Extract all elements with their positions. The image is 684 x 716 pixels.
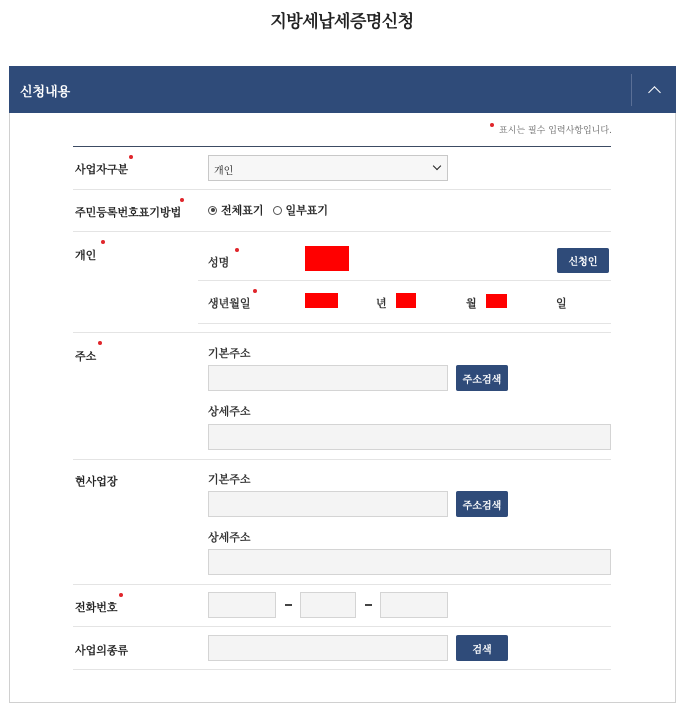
chevron-up-icon: [648, 86, 661, 99]
year-unit: 년: [376, 297, 387, 310]
redacted-birth-year: [305, 293, 338, 308]
individual-label: 개인: [75, 249, 97, 262]
required-dot-icon: [253, 289, 257, 293]
workplace-detail-input[interactable]: [208, 549, 611, 575]
collapse-button[interactable]: [632, 66, 676, 113]
redacted-birth-month: [396, 293, 416, 308]
redacted-name: [305, 246, 349, 271]
month-unit: 월: [466, 297, 477, 310]
phone-label: 전화번호: [75, 601, 118, 614]
name-label: 성명: [208, 256, 230, 269]
business-type-value: 개인: [214, 166, 234, 177]
radio-partial-display-label: 일부표기: [285, 204, 329, 217]
chevron-down-icon: [433, 162, 441, 170]
address-basic-label: 기본주소: [208, 347, 251, 360]
phone-dash: [365, 604, 372, 606]
required-dot-icon: [119, 593, 123, 597]
rrn-display-label: 주민등록번호표기방법: [75, 206, 182, 219]
required-dot-icon: [490, 123, 494, 127]
business-kind-input[interactable]: [208, 635, 448, 661]
row-divider: [73, 459, 611, 460]
applicant-button[interactable]: 신청인: [557, 248, 609, 273]
radio-full-display-label: 전체표기: [221, 204, 264, 217]
address-label: 주소: [75, 350, 97, 363]
phone-part1-input[interactable]: [208, 592, 276, 618]
business-type-select[interactable]: [208, 155, 448, 181]
radio-checked-icon[interactable]: [208, 206, 217, 215]
business-kind-label: 사업의종류: [75, 644, 129, 657]
birthdate-label: 생년월일: [208, 297, 251, 310]
radio-full-display[interactable]: [208, 202, 264, 218]
address-search-button[interactable]: 주소검색: [456, 365, 508, 391]
row-divider: [73, 626, 611, 627]
form-top-rule: [73, 146, 611, 147]
required-dot-icon: [180, 198, 184, 202]
workplace-basic-label: 기본주소: [208, 473, 251, 486]
panel-title: 신청내용: [20, 85, 71, 100]
radio-unchecked-icon[interactable]: [273, 206, 282, 215]
day-unit: 일: [556, 297, 567, 310]
rrn-display-radio-group: [208, 202, 337, 218]
row-divider: [73, 189, 611, 190]
row-divider: [73, 584, 611, 585]
address-detail-label: 상세주소: [208, 405, 251, 418]
required-dot-icon: [129, 155, 133, 159]
workplace-basic-input[interactable]: [208, 491, 448, 517]
panel-header: [9, 66, 676, 113]
row-divider: [73, 332, 611, 333]
address-detail-input[interactable]: [208, 424, 611, 450]
radio-partial-display[interactable]: [273, 202, 329, 218]
sub-row-divider: [198, 280, 611, 281]
row-divider: [73, 231, 611, 232]
row-divider: [73, 669, 611, 670]
phone-part3-input[interactable]: [380, 592, 448, 618]
required-dot-icon: [101, 240, 105, 244]
required-note-text: 표시는 필수 입력사항입니다.: [499, 126, 612, 136]
page-title: 지방세납세증명신청: [270, 12, 414, 32]
address-basic-input[interactable]: [208, 365, 448, 391]
phone-dash: [285, 604, 292, 606]
workplace-label: 현사업장: [75, 475, 118, 488]
phone-part2-input[interactable]: [300, 592, 356, 618]
workplace-search-button[interactable]: 주소검색: [456, 491, 508, 517]
redacted-birth-day: [486, 294, 507, 308]
workplace-detail-label: 상세주소: [208, 531, 251, 544]
business-type-label: 사업자구분: [75, 163, 129, 176]
required-note: [490, 123, 612, 136]
sub-row-divider: [198, 323, 611, 324]
required-dot-icon: [98, 341, 102, 345]
required-dot-icon: [235, 248, 239, 252]
business-kind-search-button[interactable]: 검색: [456, 635, 508, 661]
